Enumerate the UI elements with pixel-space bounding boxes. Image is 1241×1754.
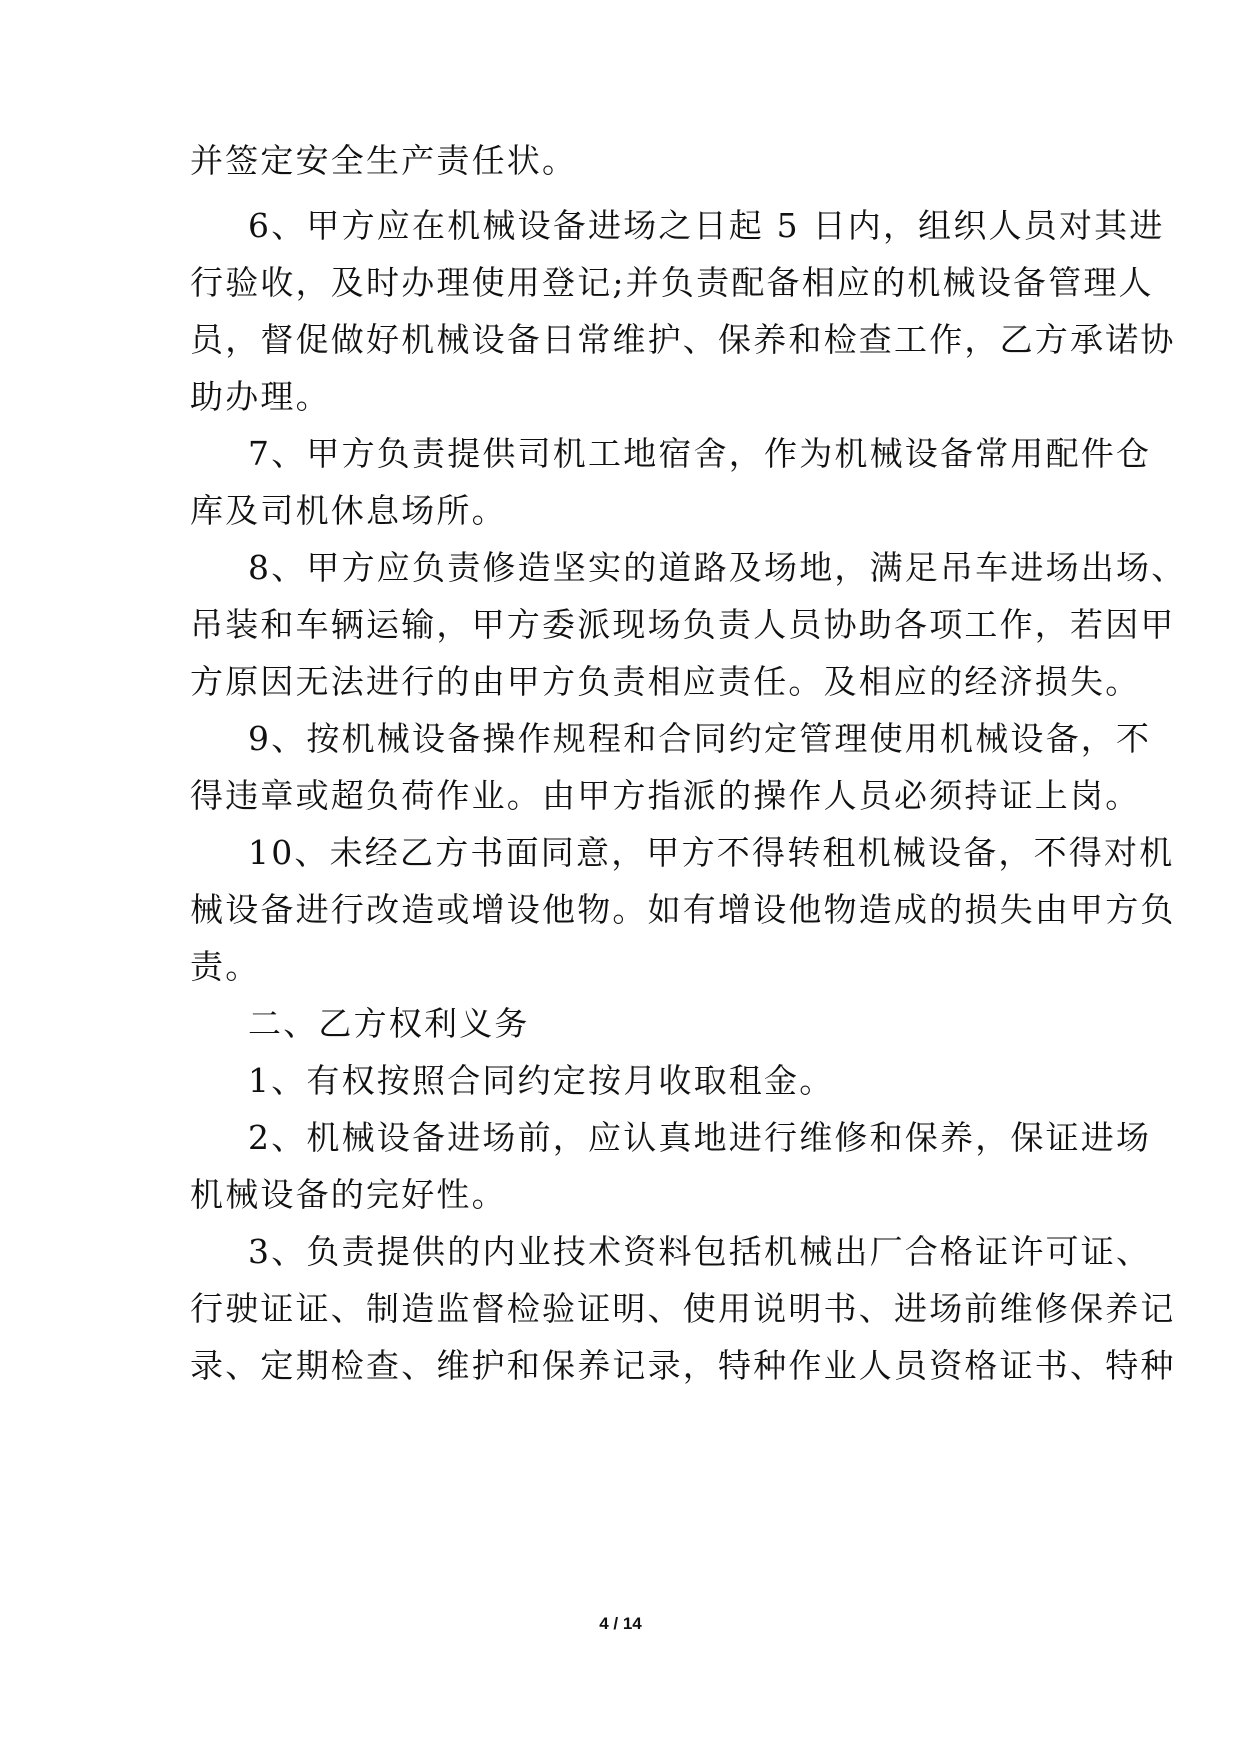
clause-8-line: 8、甲方应负责修造坚实的道路及场地，满足吊车进场出场、 (248, 548, 1187, 587)
text-line: 方原因无法进行的由甲方负责相应责任。及相应的经济损失。 (190, 662, 1141, 701)
clause-9-line: 9、按机械设备操作规程和合同约定管理使用机械设备，不 (248, 719, 1152, 758)
clause-6-line: 6、甲方应在机械设备进场之日起 5 日内，组织人员对其进 (248, 206, 1165, 245)
text-line: 吊装和车辆运输，甲方委派现场负责人员协助各项工作，若因甲 (190, 605, 1176, 644)
text-line: 得违章或超负荷作业。由甲方指派的操作人员必须持证上岗。 (190, 776, 1141, 815)
clause-2-line: 2、机械设备进场前，应认真地进行维修和保养，保证进场 (248, 1118, 1152, 1157)
clause-1-line: 1、有权按照合同约定按月收取租金。 (248, 1061, 835, 1100)
section-heading: 二、乙方权利义务 (248, 1004, 530, 1043)
clause-3-line: 3、负责提供的内业技术资料包括机械出厂合格证许可证、 (248, 1232, 1152, 1271)
text-line: 械设备进行改造或增设他物。如有增设他物造成的损失由甲方负 (190, 890, 1176, 929)
text-line: 行驶证证、制造监督检验证明、使用说明书、进场前维修保养记 (190, 1289, 1176, 1328)
page-number: 4 / 14 (599, 1614, 642, 1633)
text-line: 行验收，及时办理使用登记;并负责配备相应的机械设备管理人 (190, 263, 1154, 302)
clause-7-line: 7、甲方负责提供司机工地宿舍，作为机械设备常用配件仓 (248, 434, 1152, 473)
text-line: 机械设备的完好性。 (190, 1175, 507, 1214)
text-line: 助办理。 (190, 377, 331, 416)
text-line: 责。 (190, 947, 261, 986)
text-line: 并签定安全生产责任状。 (190, 141, 578, 180)
text-line: 员，督促做好机械设备日常维护、保养和检查工作，乙方承诺协 (190, 320, 1176, 359)
text-line: 录、定期检查、维护和保养记录，特种作业人员资格证书、特种 (190, 1346, 1176, 1385)
text-line: 库及司机休息场所。 (190, 491, 507, 530)
clause-10-line: 10、未经乙方书面同意，甲方不得转租机械设备，不得对机 (248, 833, 1175, 872)
